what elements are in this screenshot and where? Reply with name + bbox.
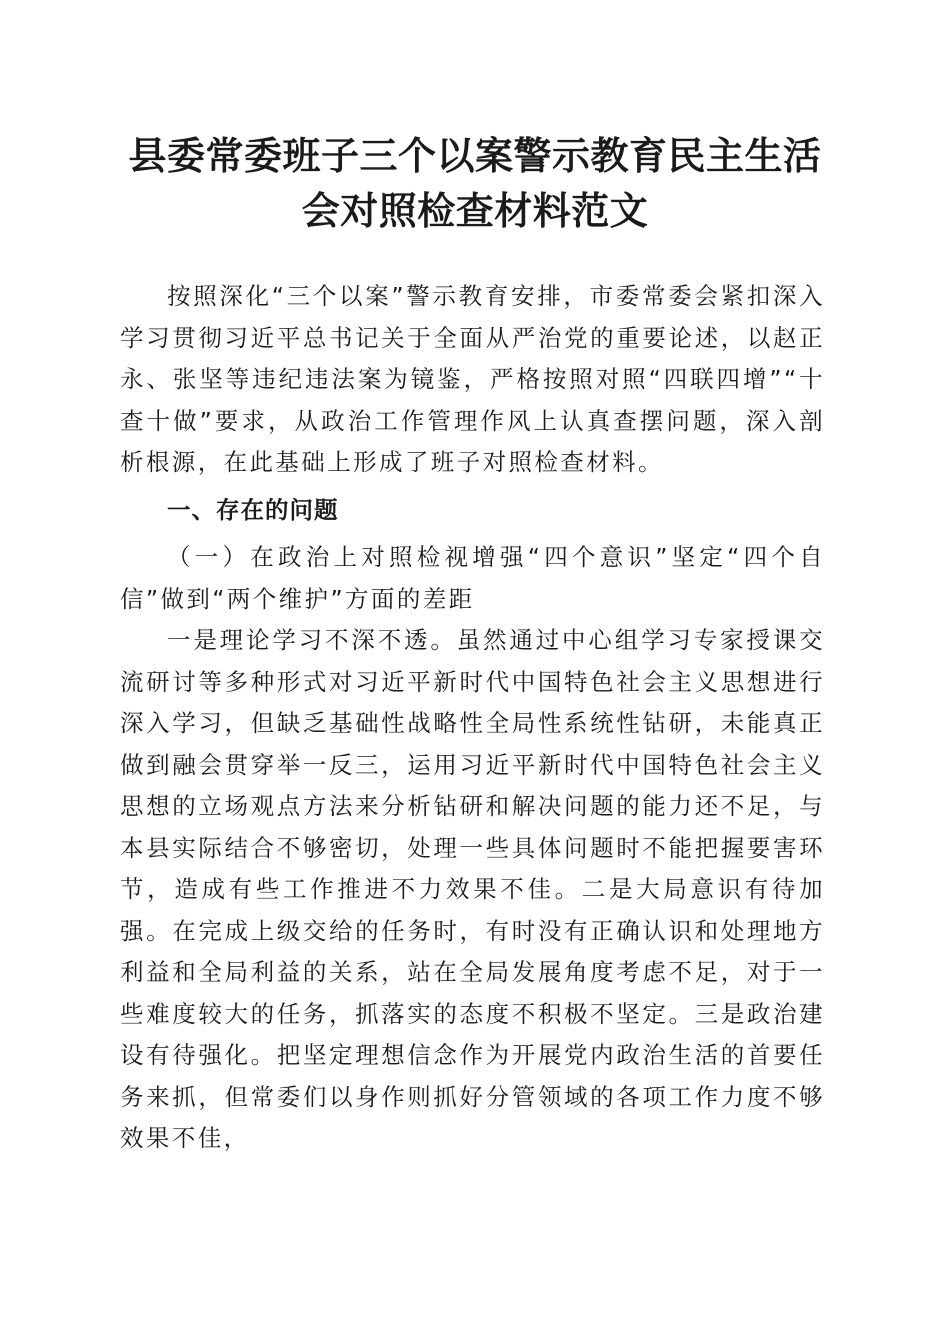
document-title: 县委常委班子三个以案警示教育民主生活会对照检查材料范文 xyxy=(128,133,822,233)
intro-paragraph: 按照深化“三个以案”警示教育安排，市委常委会紧扣深入学习贯彻习近平总书记关于全面从严治党的重要论述，以赵正永、张坚等违纪违法案为镜鉴，严格按照对照“四联四增”“十查十做”要求，从政治工作管理作风上认真查摆问题，深入剖析根源，在此基础上形成了班子对照检查材料。 xyxy=(120,282,825,476)
document-body xyxy=(120,276,825,1160)
subsection-heading: （一）在政治上对照检视增强“四个意识”坚定“四个自信”做到“两个维护”方面的差距 xyxy=(120,543,825,613)
body-paragraph: 一是理论学习不深不透。虽然通过中心组学习专家授课交流研讨等多种形式对习近平新时代中国特色社会主义思想进行深入学习，但缺乏基础性战略性全局性系统性钻研，未能真正做到融会贯穿举一反三，运用习近平新时代中国特色社会主义思想的立场观点方法来分析钻研和解决问题的能力还不足，与本县实际结合不够密切，处理一些具体问题时不能把握要害环节，造成有些工作推进不力效果不佳。二是大局意识有待加强。在完成上级交给的任务时，有时没有正确认识和处理地方利益和全局利益的关系，站在全局发展角度考虑不足，对于一些难度较大的任务，抓落实的态度不积极不坚定。三是政治建设有待强化。把坚定理想信念作为开展党内政治生活的首要任务来抓，但常委们以身作则抓好分管领域的各项工作力度不够效果不佳， xyxy=(120,626,825,1152)
section-heading: 一、存在的问题 xyxy=(167,495,339,524)
